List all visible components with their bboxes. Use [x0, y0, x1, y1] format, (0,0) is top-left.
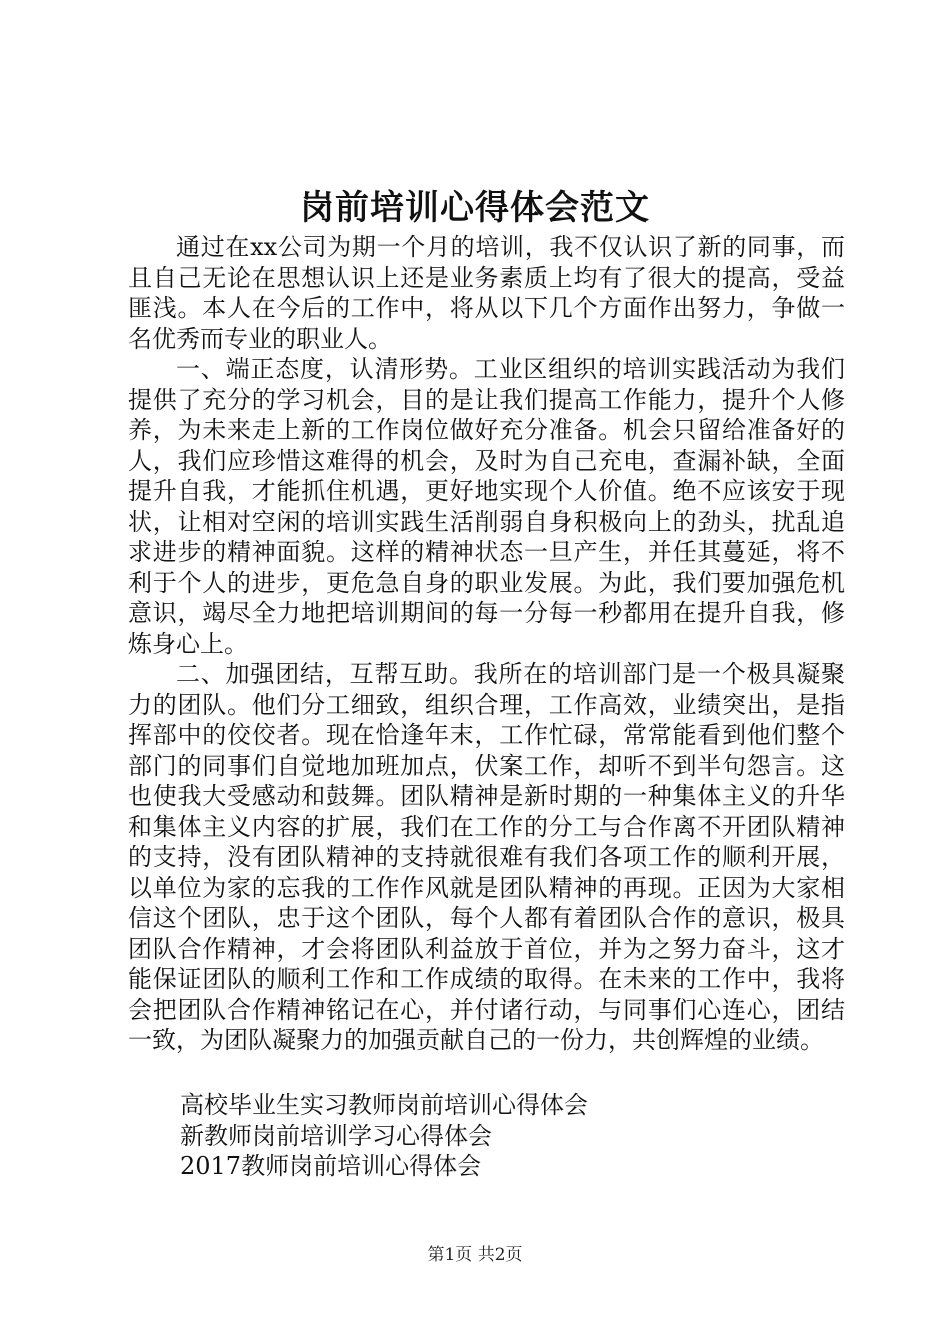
related-articles — [180, 1090, 800, 1182]
paragraph-section-1: 一、端正态度，认清形势。工业区组织的培训实践活动为我们提供了充分的学习机会，目的是让我们提高工作能力，提升个人修养，为未来走上新的工作岗位做好充分准备。机会只留给准备好的人，我们应珍惜这难得的机会，及时为自己充电，查漏补缺，全面提升自我，才能抓住机遇，更好地实现个人价值。绝不应该安于现状，让相对空闲的培训实践生活削弱自身积极向上的劲头，扰乱追求进步的精神面貌。这样的精神状态一旦产生，并任其蔓延，将不利于个人的进步，更危急自身的职业发展。为此，我们要加强危机意识，竭尽全力地把培训期间的每一分每一秒都用在提升自我，修炼身心上。 — [128, 355, 845, 658]
related-article-link[interactable]: 高校毕业生实习教师岗前培训心得体会 — [180, 1091, 588, 1119]
page-number-footer: 第1页 共2页 — [427, 1245, 523, 1265]
document-body — [128, 232, 845, 1056]
paragraph-section-2: 二、加强团结，互帮互助。我所在的培训部门是一个极具凝聚力的团队。他们分工细致，组织合理，工作高效，业绩突出，是指挥部中的佼佼者。现在恰逢年末，工作忙碌，常常能看到他们整个部门的同事们自觉地加班加点，伏案工作，却听不到半句怨言。这也使我大受感动和鼓舞。团队精神是新时期的一种集体主义的升华和集体主义内容的扩展，我们在工作的分工与合作离不开团队精神的支持，没有团队精神的支持就很难有我们各项工作的顺利开展，以单位为家的忘我的工作作风就是团队精神的再现。正因为大家相信这个团队，忠于这个团队，每个人都有着团队合作的意识，极具团队合作精神，才会将团队利益放于首位，并为之努力奋斗，这才能保证团队的顺利工作和工作成绩的取得。在未来的工作中，我将会把团队合作精神铭记在心，并付诸行动，与同事们心连心，团结一致，为团队凝聚力的加强贡献自己的一份力，共创辉煌的业绩。 — [128, 660, 845, 1054]
related-article-link[interactable]: 新教师岗前培训学习心得体会 — [180, 1121, 492, 1150]
paragraph-intro: 通过在xx公司为期一个月的培训，我不仅认识了新的同事，而且自己无论在思想认识上还是业务素质上均有了很大的提高，受益匪浅。本人在今后的工作中，将从以下几个方面作出努力，争做一名优秀而专业的职业人。 — [128, 233, 845, 353]
document-title: 岗前培训心得体会范文 — [300, 188, 650, 228]
related-article-link[interactable]: 2017教师岗前培训心得体会 — [180, 1152, 482, 1180]
